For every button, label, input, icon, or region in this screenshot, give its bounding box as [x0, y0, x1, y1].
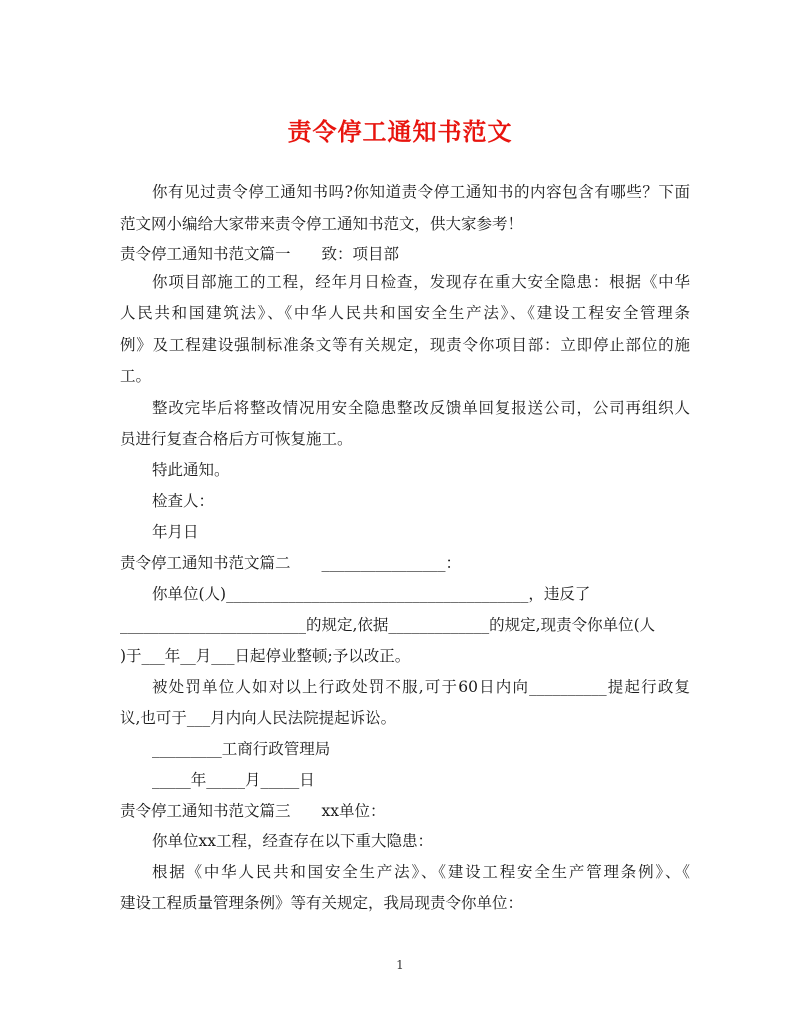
paragraph-line: 人民共和国建筑法》、《中华人民共和国安全生产法》、《建设工程安全管理条 — [120, 304, 690, 322]
date-blank-line: _____年_____月_____日 — [152, 771, 315, 789]
section-heading-3: 责令停工通知书范文篇三 xx单位： — [120, 802, 386, 820]
paragraph-line: 例》及工程建设强制标准条文等有关规定，现责令你项目部：立即停止部位的施 — [120, 336, 690, 354]
paragraph-line: 你有见过责令停工通知书吗?你知道责令停工通知书的内容包含有哪些？下面 — [152, 183, 690, 201]
paragraph-line: 议,也可于___月内向人民法院提起诉讼。 — [120, 709, 397, 727]
paragraph-line: )于___年__月___日起停业整顿;予以改正。 — [120, 647, 411, 665]
section-heading-1: 责令停工通知书范文篇一 致：项目部 — [120, 245, 400, 263]
inspector-line: 检查人： — [152, 492, 215, 510]
authority-line: _________工商行政管理局 — [152, 740, 331, 758]
paragraph-line: 整改完毕后将整改情况用安全隐患整改反馈单回复报送公司，公司再组织人 — [152, 399, 690, 417]
date-line: 年月日 — [152, 523, 199, 541]
paragraph-line: 建设工程质量管理条例》等有关规定，我局现责令你单位： — [120, 894, 524, 912]
section-heading-2: 责令停工通知书范文篇二 ________________： — [120, 554, 462, 572]
paragraph-line: 根据《中华人民共和国安全生产法》、《建设工程安全生产管理条例》、《 — [152, 863, 690, 881]
paragraph-line: 你项目部施工的工程，经年月日检查，发现存在重大安全隐患：根据《中华 — [152, 273, 690, 291]
paragraph-line: 员进行复查合格后方可恢复施工。 — [120, 430, 353, 448]
paragraph-line: 特此通知。 — [152, 461, 230, 479]
paragraph-line: 你单位xx工程，经查存在以下重大隐患： — [152, 832, 433, 850]
paragraph-line: 工。 — [120, 367, 152, 385]
paragraph-line: 你单位(人)_______________________________________，违反了 — [152, 585, 591, 603]
paragraph-line: ________________________的规定,依据_____________的规定,现责令你单位(人 — [120, 616, 656, 634]
paragraph-line: 被处罚单位人如对以上行政处罚不服,可于60日内向__________提起行政复 — [152, 678, 690, 696]
paragraph-line: 范文网小编给大家带来责令停工通知书范文，供大家参考！ — [120, 215, 524, 233]
document-title: 责令停工通知书范文 — [287, 117, 513, 146]
page-number: 1 — [396, 958, 404, 972]
